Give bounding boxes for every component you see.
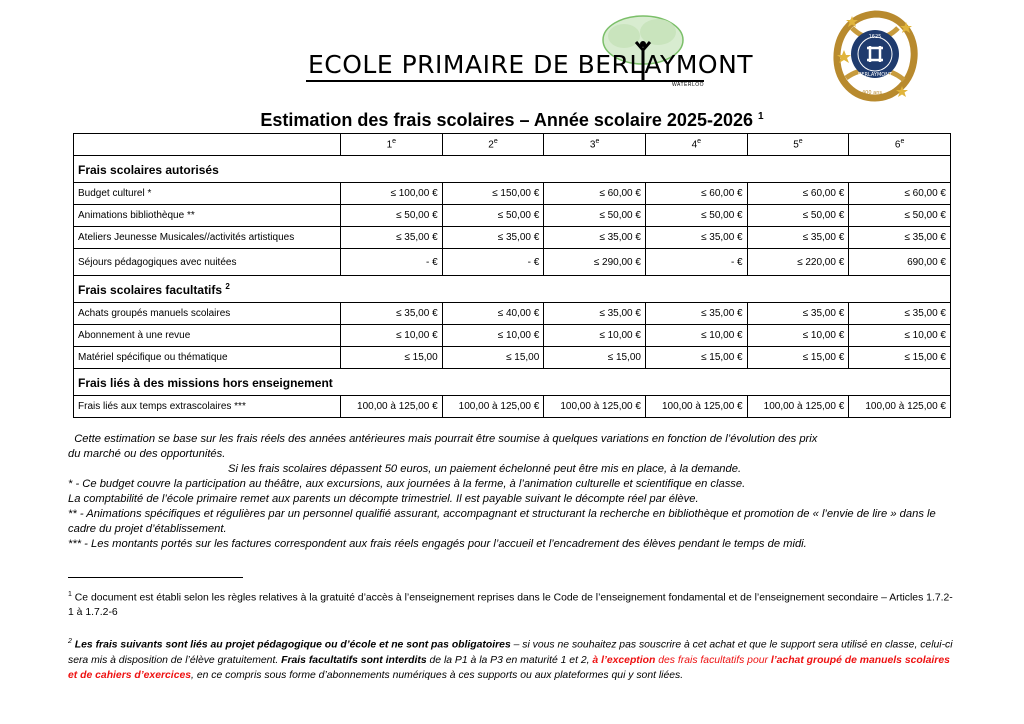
grade-header-6: 6e [849, 134, 951, 156]
row-label: Achats groupés manuels scolaires [74, 303, 341, 325]
fee-cell: ≤ 35,00 € [747, 227, 849, 249]
fee-cell: 100,00 à 125,00 € [442, 396, 544, 418]
fee-cell: ≤ 40,00 € [442, 303, 544, 325]
note-estimation-cont: du marché ou des opportunités. [68, 448, 226, 460]
fee-cell: 100,00 à 125,00 € [544, 396, 646, 418]
fee-cell: ≤ 150,00 € [442, 183, 544, 205]
table-row [74, 347, 951, 369]
section-title: Frais scolaires facultatifs $^2$ [74, 276, 951, 303]
fee-cell: ≤ 15,00 € [849, 347, 951, 369]
row-label: Séjours pédagogiques avec nuitées [74, 249, 341, 276]
school-seal-icon [832, 8, 918, 104]
fee-cell: ≤ 60,00 € [747, 183, 849, 205]
row-label: Animations bibliothèque ** [74, 205, 341, 227]
fee-cell: ≤ 15,00 € [747, 347, 849, 369]
fee-cell: ≤ 10,00 € [849, 325, 951, 347]
fee-cell: ≤ 35,00 € [341, 227, 443, 249]
note-estimation: Cette estimation se base sur les frais réels des années antérieures mais pourrait être soumise à quelques variations en fonction de l’évolution des prix [74, 433, 818, 445]
fee-cell: ≤ 15,00 [544, 347, 646, 369]
fee-cell: ≤ 50,00 € [747, 205, 849, 227]
fee-cell: ≤ 35,00 € [747, 303, 849, 325]
fee-cell: - € [341, 249, 443, 276]
fee-cell: ≤ 15,00 [442, 347, 544, 369]
document-title [0, 110, 1024, 131]
section-row [74, 369, 951, 396]
note-library: ** - Animations spécifiques et régulières par un personnel qualifié assurant, accompagnant et structurant la recherche en bibliothèque et promotion de « l’envie de lire » dans le cadre du projet d’établissement. [68, 508, 936, 535]
fee-cell: - € [442, 249, 544, 276]
fee-cell: 100,00 à 125,00 € [849, 396, 951, 418]
footnote-2: $^2$ Les frais suivants sont liés au projet pédagogique ou d’école et ne sont pas obligatoires – si vous ne souhaitez pas souscrire à cet achat et que le support sera utilisé en classe, celui-ci sera mis à disposition de l’élève gratuitement. Frais facultatifs sont interdits de la P1 à la P3 en maturité 1 et 2, à l’exception des frais facultatifs pour l’achat groupé de manuels scolaires et de cahiers d’exercices, en ce compris sous forme d’abonnements numériques à ces supports ou aux plateformes qui y sont liées. [68, 638, 953, 681]
table-row [74, 249, 951, 276]
note-payment: Si les frais scolaires dépassent 50 euros, un paiement échelonné peut être mis en place, à la demande. [228, 463, 742, 475]
fee-cell: ≤ 35,00 € [442, 227, 544, 249]
fee-cell: ≤ 35,00 € [849, 227, 951, 249]
fee-cell: ≤ 10,00 € [341, 325, 443, 347]
section-row [74, 276, 951, 303]
fee-cell: ≤ 15,00 [341, 347, 443, 369]
section-title: Frais liés à des missions hors enseignement [74, 369, 951, 396]
table-row [74, 227, 951, 249]
header-underline [306, 80, 704, 82]
fee-cell: ≤ 35,00 € [645, 227, 747, 249]
row-label: Matériel spécifique ou thématique [74, 347, 341, 369]
title-footnote-ref: 1 [758, 111, 764, 122]
grade-header-row [74, 134, 951, 156]
school-name: ECOLE PRIMAIRE DE BERLAYMONT [308, 50, 754, 79]
grade-header-1: 1e [341, 134, 443, 156]
fee-cell: ≤ 220,00 € [747, 249, 849, 276]
fee-cell: 690,00 € [849, 249, 951, 276]
table-row [74, 325, 951, 347]
footnote-1: $^1$ Ce document est établi selon les règles relatives à la gratuité d’accès à l’enseignement reprises dans le Code de l’enseignement fondamental et de l’enseignement secondaire – Articles 1.7.2-1 à 1.7.2-6 [68, 591, 953, 619]
row-label: Ateliers Jeunesse Musicales//activités artistiques [74, 227, 341, 249]
fee-cell: ≤ 35,00 € [341, 303, 443, 325]
fee-cell: ≤ 60,00 € [544, 183, 646, 205]
fee-cell: ≤ 60,00 € [645, 183, 747, 205]
header-empty-cell [74, 134, 341, 156]
seal-name-text: BERLAYMONT [857, 72, 893, 78]
table-row [74, 183, 951, 205]
row-label: Frais liés aux temps extrascolaires *** [74, 396, 341, 418]
fee-cell: ≤ 10,00 € [544, 325, 646, 347]
fee-cell: ≤ 10,00 € [747, 325, 849, 347]
seal-anniversary-text: 400 ans [862, 90, 882, 96]
title-text: Estimation des frais scolaires – Année scolaire 2025-2026 [260, 110, 753, 130]
fee-cell: ≤ 15,00 € [645, 347, 747, 369]
footnotes [68, 587, 958, 697]
fee-cell: ≤ 10,00 € [645, 325, 747, 347]
fee-cell: ≤ 50,00 € [341, 205, 443, 227]
row-label: Abonnement à une revue [74, 325, 341, 347]
grade-header-5: 5e [747, 134, 849, 156]
fee-cell: ≤ 35,00 € [544, 227, 646, 249]
table-row [74, 303, 951, 325]
section-row [74, 156, 951, 183]
footnote-separator [68, 577, 243, 578]
fee-cell: ≤ 50,00 € [645, 205, 747, 227]
grade-header-2: 2e [442, 134, 544, 156]
fee-cell: ≤ 10,00 € [442, 325, 544, 347]
seal-year-text: 1625 [868, 34, 882, 40]
document-header [0, 0, 1024, 110]
fee-cell: ≤ 60,00 € [849, 183, 951, 205]
explanatory-notes [68, 432, 958, 552]
table-row [74, 396, 951, 418]
row-label: Budget culturel * [74, 183, 341, 205]
fee-cell: - € [645, 249, 747, 276]
fee-cell: ≤ 35,00 € [544, 303, 646, 325]
note-extrascolaire: *** - Les montants portés sur les factures correspondent aux frais réels engagés pour l’accueil et l’encadrement des élèves pendant le temps de midi. [68, 538, 807, 550]
fee-cell: 100,00 à 125,00 € [341, 396, 443, 418]
fee-cell: 100,00 à 125,00 € [747, 396, 849, 418]
grade-header-3: 3e [544, 134, 646, 156]
fee-cell: ≤ 100,00 € [341, 183, 443, 205]
note-accounting: La comptabilité de l’école primaire remet aux parents un décompte trimestriel. Il est payable suivant le décompte réel par élève. [68, 493, 699, 505]
fee-cell: ≤ 290,00 € [544, 249, 646, 276]
fee-cell: ≤ 35,00 € [645, 303, 747, 325]
fee-cell: ≤ 50,00 € [849, 205, 951, 227]
fee-cell: ≤ 50,00 € [544, 205, 646, 227]
section-title: Frais scolaires autorisés [74, 156, 951, 183]
fees-table [73, 133, 951, 418]
table-row [74, 205, 951, 227]
fee-cell: 100,00 à 125,00 € [645, 396, 747, 418]
note-budget-culturel: * - Ce budget couvre la participation au théâtre, aux excursions, aux journées à la ferme, à l’animation culturelle et scientifique en classe. [68, 478, 746, 490]
grade-header-4: 4e [645, 134, 747, 156]
fee-cell: ≤ 50,00 € [442, 205, 544, 227]
fee-cell: ≤ 35,00 € [849, 303, 951, 325]
location-label: WATERLOO [672, 82, 705, 88]
